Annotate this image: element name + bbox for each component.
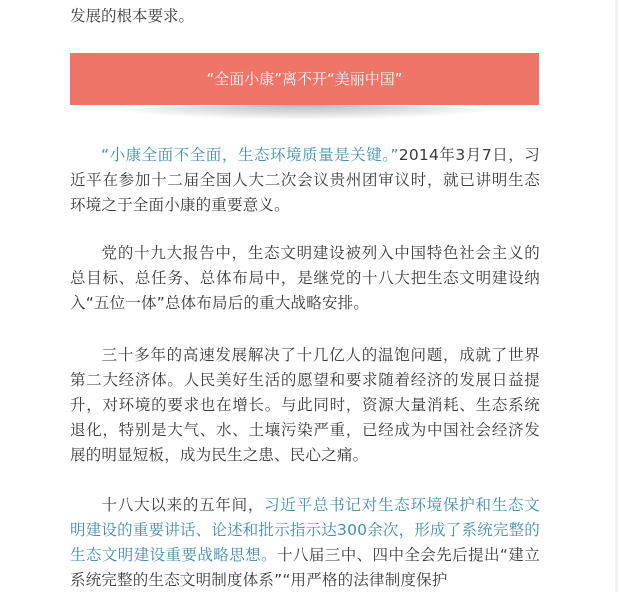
paragraph-1 (70, 143, 540, 218)
paragraph-2 (70, 241, 540, 316)
paragraph-3 (70, 343, 540, 468)
paragraph-1-text: 2014年3月7日，习近平在参加十二届全国人大二次会议贵州团审议时，就已讲明生态环境之于全面小康的重要意义。 (70, 146, 541, 214)
lead-text: 发展的根本要求。 (70, 7, 195, 25)
banner-shadow (110, 105, 499, 119)
banner-title: “全面小康”离不开“美丽中国” (70, 53, 539, 105)
highlight-statement: 习近平总书记对生态环境保护和生态文明建设的重要讲话、论述和批示指示达300余次，形成了系统完整的生态文明建设重要战略思想。 (70, 496, 540, 564)
paragraph-4 (70, 493, 540, 593)
paragraph-4-suffix: 十八届三中、四中全会先后提出“建立系统完整的生态文明制度体系”“用严格的法律制度保护 (70, 546, 540, 589)
highlight-quote: “小康全面不全面，生态环境质量是关键。” (101, 146, 399, 164)
section-banner (70, 53, 539, 105)
paragraph-3-text: 三十多年的高速发展解决了十几亿人的温饱问题，成就了世界第二大经济体。人民美好生活的愿望和要求随着经济的发展日益提升，对环境的要求也在增长。与此同时，资源大量消耗、生态系统退化，特别是大气、水、土壤污染严重，已经成为中国社会经济发展的明显短板，成为民生之患、民心之痛。 (70, 346, 540, 464)
paragraph-2-text: 党的十九大报告中，生态文明建设被列入中国特色社会主义的总目标、总任务、总体布局中，是继党的十八大把生态文明建设纳入“五位一体”总体布局后的重大战略安排。 (70, 244, 540, 312)
paragraph-4-prefix: 十八大以来的五年间， (101, 496, 265, 514)
